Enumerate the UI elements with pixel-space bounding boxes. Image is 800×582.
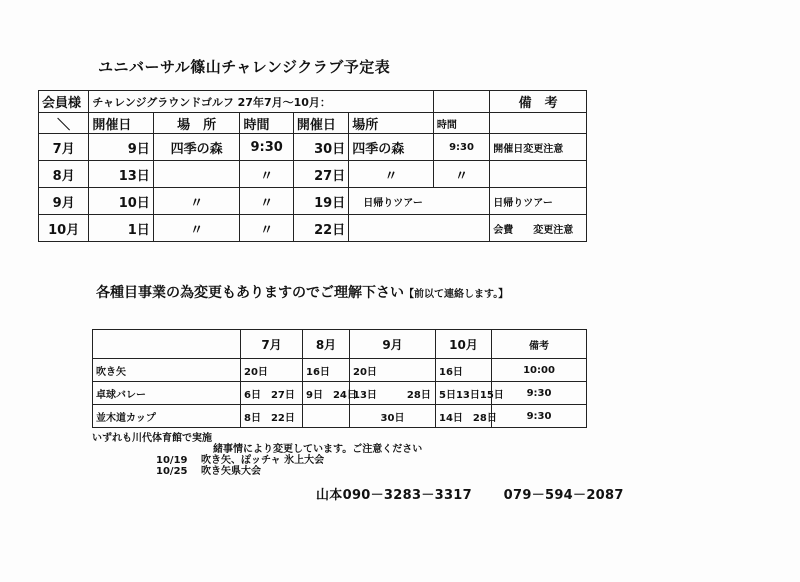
table-row [39, 134, 587, 161]
place1-cell: 四季の森 [153, 134, 240, 161]
place2-cell: 日帰りツアー [349, 188, 490, 215]
note-cell: 日帰りツアー [490, 188, 587, 215]
place1-cell: 〃 [153, 188, 240, 215]
event-note: 9:30 [492, 405, 587, 428]
event-jul: 20日 [241, 359, 303, 382]
column-header-row [39, 113, 587, 134]
remarks-header: 備 考 [490, 91, 587, 113]
month-cell: 9月 [39, 188, 89, 215]
place1-cell: 〃 [153, 215, 240, 242]
table-row [39, 215, 587, 242]
event-note-1: 10/19 吹き矢、ぽッチャ 氷上大会 [156, 455, 325, 466]
page-title: ユニバーサル篠山チャレンジクラブ予定表 [98, 58, 391, 76]
header-jul: 7月 [241, 330, 303, 359]
place2-cell: 四季の森 [349, 134, 434, 161]
place1-header: 場 所 [153, 113, 240, 134]
empty-cell [490, 113, 587, 134]
time1-cell: 9:30 [240, 134, 293, 161]
note-cell [490, 161, 587, 188]
date1-cell: 10日 [89, 188, 153, 215]
time1-cell: 〃 [240, 161, 293, 188]
date2-cell: 19日 [293, 188, 348, 215]
event-name: 吹き矢 [93, 359, 241, 382]
time2-cell: 〃 [433, 161, 489, 188]
time1-cell: 〃 [240, 188, 293, 215]
time1-cell: 〃 [240, 215, 293, 242]
table-row [93, 382, 587, 405]
place2-cell [349, 215, 490, 242]
date2-cell: 22日 [293, 215, 348, 242]
event-sep: 20日 [350, 359, 436, 382]
notice-main: 各種目事業の為変更もありますのでご理解下さい [96, 285, 404, 301]
event-name: 卓球バレー [93, 382, 241, 405]
time2-header: 時間 [433, 113, 489, 134]
date2-cell: 27日 [293, 161, 348, 188]
month-cell: 7月 [39, 134, 89, 161]
contact-phone-2: 079－594－2087 [503, 488, 624, 503]
event-aug: 16日 [303, 359, 350, 382]
empty-cell [433, 91, 489, 113]
event-aug: 9日 24日 [303, 382, 350, 405]
table-row [93, 405, 587, 428]
header-remarks: 備考 [492, 330, 587, 359]
month-cell: 10月 [39, 215, 89, 242]
event-jul: 6日 27日 [241, 382, 303, 405]
month-cell: 8月 [39, 161, 89, 188]
header-aug: 8月 [303, 330, 350, 359]
date1-cell: 13日 [89, 161, 153, 188]
changes-note: 緒事情により変更しています。ご注意ください [213, 444, 423, 455]
event-note: 10:00 [492, 359, 587, 382]
note-cell: 開催日変更注意 [490, 134, 587, 161]
time1-header: 時間 [240, 113, 293, 134]
events-header-row [93, 330, 587, 359]
table-header-row [39, 91, 587, 113]
event-oct: 14日 28日 [436, 405, 492, 428]
event-jul: 8日 22日 [241, 405, 303, 428]
notice-text [96, 282, 508, 302]
note-cell: 会費 変更注意 [490, 215, 587, 242]
notice-small: 【前以て連絡します。】 [404, 289, 509, 300]
table-row [39, 188, 587, 215]
date1-cell: 9日 [89, 134, 153, 161]
members-label: 会員様 [39, 91, 89, 113]
venue-note: いずれも川代体育館で実施 [92, 433, 212, 444]
corner-cell: ＼ [39, 113, 89, 134]
table-row [93, 359, 587, 382]
table-row [39, 161, 587, 188]
date2-cell: 30日 [293, 134, 348, 161]
contact-info [316, 484, 624, 503]
event-sep: 13日 28日 [350, 382, 436, 405]
event-note-2: 10/25 吹き矢県大会 [156, 466, 261, 477]
event-sep: 30日 [350, 405, 436, 428]
place1-cell [153, 161, 240, 188]
event-title: チャレンジグラウンドゴルフ 27年7月～10月： [89, 91, 433, 113]
date1-header: 開催日 [89, 113, 153, 134]
empty-cell [93, 330, 241, 359]
header-oct: 10月 [436, 330, 492, 359]
place2-cell: 〃 [349, 161, 434, 188]
header-sep: 9月 [350, 330, 436, 359]
contact-phone-1: 山本090－3283－3317 [316, 488, 472, 503]
event-oct: 5日13日15日 [436, 382, 492, 405]
time2-cell: 9:30 [433, 134, 489, 161]
event-note: 9:30 [492, 382, 587, 405]
date2-header: 開催日 [293, 113, 348, 134]
date1-cell: 1日 [89, 215, 153, 242]
event-oct: 16日 [436, 359, 492, 382]
schedule-table [38, 90, 587, 242]
event-name: 並木道カップ [93, 405, 241, 428]
events-table [92, 329, 587, 428]
place2-header: 場所 [349, 113, 434, 134]
event-aug [303, 405, 350, 428]
